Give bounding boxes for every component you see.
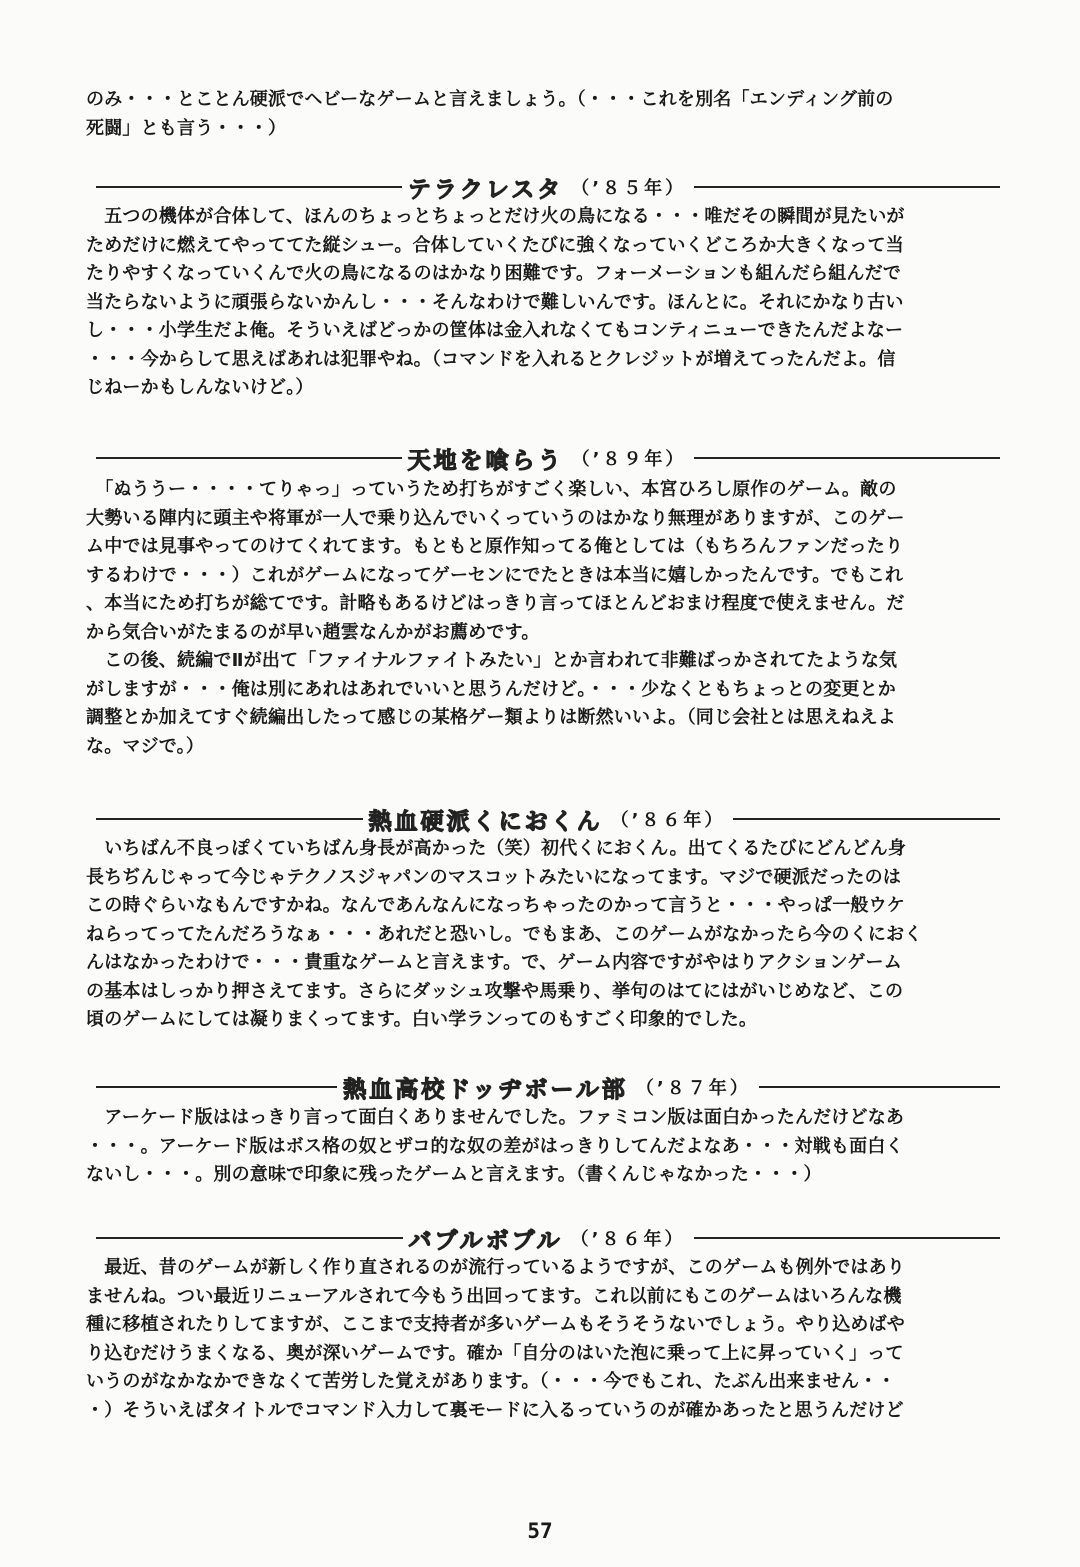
text-line: ム中では見事やってのけてくれてます。もともと原作知ってる俺としては（もちろんファンだったり <box>86 536 904 557</box>
text-line: いうのがなかなかできなくて苦労した覚えがあります。（・・・今でもこれ、たぶん出来ません・・ <box>86 1371 896 1392</box>
section-heading-dodgeball <box>96 1075 1000 1103</box>
text-line: り込むだけうまくなる、奥が深いゲームです。確か「自分のはいた泡に乗って上に昇っていく」って <box>86 1342 904 1364</box>
section-body-kunio-kun <box>86 835 1002 1035</box>
heading-rule-right <box>694 457 1000 459</box>
text-line: この後、続編でⅡが出て「ファイナルファイトみたい」とか言われて非難ばっかされてたような気 <box>86 650 898 671</box>
heading-rule-left <box>96 186 402 188</box>
text-line: 大勢いる陣内に頭主や将軍が一人で乗り込んでいくっていうのはかなり無理がありますが、このゲー <box>86 507 905 529</box>
heading-rule-left <box>96 1237 403 1239</box>
text-line: な。マジで。） <box>86 735 205 757</box>
heading-rule-left <box>96 1086 337 1088</box>
text-line: たりやすくなっていくんで火の鳥になるのはかなり困難です。フォーメーションも組んだら組んだで <box>86 263 902 284</box>
section-title: テラクレスタ <box>407 176 564 203</box>
heading-rule-right <box>694 186 1000 188</box>
heading-rule-left <box>96 457 402 459</box>
section-year: （’８９年） <box>571 449 687 470</box>
text-line: 「ぬううー・・・・てりゃっ」っていうため打ちがすごく楽しい、本宮ひろし原作のゲーム。敵の <box>86 479 897 500</box>
intro-paragraph <box>86 86 1002 143</box>
section-heading-kunio-kun <box>96 807 1000 835</box>
heading-rule-left <box>96 818 363 820</box>
text-line: ねらってってたんだろうなぁ・・・あれだと恐いし。でもまあ、このゲームがなかったら今のくにおく <box>86 923 923 945</box>
text-line: アーケード版ははっきり言って面白くありませんでした。ファミコン版は面白かったんだけどなあ <box>86 1107 905 1128</box>
text-line: し・・・小学生だよ俺。そういえばどっかの筐体は金入れなくてもコンティニューできたんだよなー <box>86 320 904 341</box>
text-line: から気合いがたまるのが早い趙雲なんかがお薦めです。 <box>86 621 540 643</box>
text-line: 調整とか加えてすぐ続編出したって感じの某格ゲー類よりは断然いいよ。（同じ会社とは思えねえよ <box>86 707 896 728</box>
section-body-tenchi-wo-kurau <box>86 476 1002 761</box>
section-body-terra-cresta <box>86 203 1002 403</box>
text-line: の基本はしっかり押さえてます。さらにダッシュ攻撃や馬乗り、挙句のはてにはがいじめなど、この <box>86 980 904 1002</box>
page-number: 57 <box>527 1519 553 1543</box>
text-line: 種に移植されたりしてますが、ここまで支持者が多いゲームもそうそうないでしょう。やり込めばや <box>86 1314 905 1335</box>
text-line: 頃のゲームにしては凝りまくってます。白い学ランってのもすごく印象的でした。 <box>86 1009 758 1030</box>
section-heading-terra-cresta <box>96 175 1000 203</box>
section-body-dodgeball <box>86 1104 1002 1190</box>
heading-rule-right <box>759 1086 1000 1088</box>
heading-rule-right <box>694 1237 1001 1239</box>
text-line: 五つの機体が合体して、ほんのちょっとちょっとだけ火の鳥になる・・・唯だその瞬間が見たいが <box>86 206 905 227</box>
section-body-bubble-bobble <box>86 1254 1002 1425</box>
section-year: （’８６年） <box>610 810 726 831</box>
text-line: いちばん不良っぽくていちばん身長が高かった（笑）初代くにおくん。出てくるたびにどんどん身 <box>86 838 907 859</box>
section-heading-bubble-bobble <box>96 1226 1000 1254</box>
text-line: するわけで・・・）これがゲームになってゲーセンにでたときは本当に嬉しかったんです。でもこれ <box>86 564 904 586</box>
text-line: じねーかもしんないけど。） <box>86 377 314 398</box>
text-line: この時ぐらいなもんですかね。なんであんなんになっちゃったのかって言うと・・・やっぱ一般ウケ <box>86 895 905 916</box>
text-line: 最近、昔のゲームが新しく作り直されるのが流行っているようですが、このゲームも例外ではあり <box>86 1257 905 1278</box>
heading-rule-right <box>733 818 1000 820</box>
text-line: 長ちぢんじゃって今じゃテクノスジャパンのマスコットみたいになってます。マジで硬派だったのは <box>86 866 902 888</box>
text-line: ・）そういえばタイトルでコマンド入力して裏モードに入るっていうのが確かあったと思うんだけど <box>86 1399 904 1421</box>
text-line: 、本当にため打ちが総てです。計略もあるけどはっきり言ってほとんどおまけ程度で使えません。だ <box>86 593 905 614</box>
section-title: 熱血高校ドッヂボール部 <box>343 1076 628 1103</box>
section-year: （’８６年） <box>570 1229 686 1250</box>
text-line: ませんね。つい最近リニューアルされて今もう出回ってます。これ以前にもこのゲームはいろんな機 <box>86 1285 902 1307</box>
text-line: 死闘」とも言う・・・） <box>86 117 287 139</box>
text-line: ・・・。アーケード版はボス格の奴とザコ的な奴の差がはっきりしてんだよなあ・・・対戦も面白く <box>86 1135 904 1157</box>
text-line: んはなかったわけで・・・貴重なゲームと言えます。で、ゲーム内容ですがやはりアクションゲーム <box>86 952 902 973</box>
text-line: ためだけに燃えてやっててた縦シュー。合体していくたびに強くなっていくどころか大きくなって当 <box>86 234 904 256</box>
text-line: のみ・・・とことん硬派でヘビーなゲームと言えましょう。（・・・これを別名「エンディング前の <box>86 89 894 110</box>
text-line: がしますが・・・俺は別にあれはあれでいいと思うんだけど。・・・少なくともちょっとの変更とか <box>86 678 896 700</box>
section-title: 天地を喰らう <box>407 447 564 474</box>
section-year: （’８７年） <box>635 1078 751 1099</box>
text-line: 当たらないように頑張らないかんし・・・そんなわけで難しいんです。ほんとに。それにかなり古い <box>86 291 904 313</box>
text-line: ・・・今からして思えばあれは犯罪やね。（コマンドを入れるとクレジットが増えてったんだよ。信 <box>86 348 896 370</box>
text-line: ないし・・・。別の意味で印象に残ったゲームと言えます。（書くんじゃなかった・・・） <box>86 1164 822 1185</box>
section-title: バブルボブル <box>408 1227 563 1254</box>
section-year: （’８５年） <box>571 178 687 199</box>
section-heading-tenchi-wo-kurau <box>96 446 1000 474</box>
section-title: 熱血硬派くにおくん <box>368 808 603 835</box>
